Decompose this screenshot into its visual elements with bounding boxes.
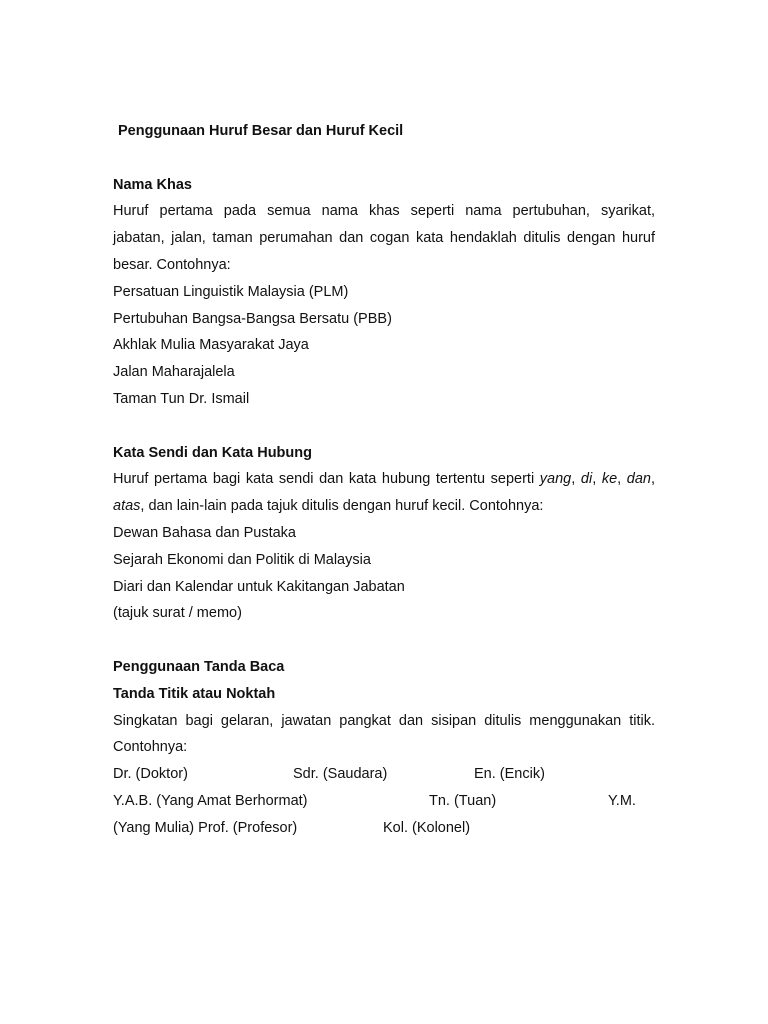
example-item: Taman Tun Dr. Ismail — [113, 390, 250, 407]
abbreviation-row — [113, 761, 655, 788]
example-item: Sejarah Ekonomi dan Politik di Malaysia — [113, 551, 371, 568]
abbreviation-item: Kol. (Kolonel) — [383, 819, 471, 836]
paragraph-line — [113, 493, 655, 520]
paragraph-line: Contohnya: — [113, 739, 188, 756]
example-item: Pertubuhan Bangsa-Bangsa Bersatu (PBB) — [113, 310, 392, 327]
document-content — [113, 118, 655, 842]
italic-word: di — [580, 471, 593, 488]
italic-word: atas — [113, 498, 141, 515]
comma: , — [571, 471, 581, 488]
example-item: Persatuan Linguistik Malaysia (PLM) — [113, 283, 349, 300]
paragraph-line — [113, 466, 655, 493]
example-item: Akhlak Mulia Masyarakat Jaya — [113, 337, 309, 354]
paragraph-line: besar. Contohnya: — [113, 256, 231, 273]
spacer — [113, 145, 655, 172]
paragraph-line: Singkatan bagi gelaran, jawatan pangkat dan sisipan ditulis menggunakan titik. — [113, 712, 655, 729]
italic-word: yang — [539, 471, 572, 488]
abbreviation-row — [113, 788, 655, 815]
abbreviation-row — [113, 815, 655, 842]
spacer — [113, 413, 655, 440]
example-item: Jalan Maharajalela — [113, 364, 235, 381]
subsection-heading-tanda-titik: Tanda Titik atau Noktah — [113, 685, 276, 702]
page-title: Penggunaan Huruf Besar dan Huruf Kecil — [118, 123, 404, 139]
paragraph-line: Huruf pertama pada semua nama khas seperti nama pertubuhan, syarikat, — [113, 203, 655, 220]
abbreviation-item: Y.M. — [608, 792, 636, 809]
comma: , — [651, 471, 656, 488]
spacer — [113, 627, 655, 654]
comma: , — [617, 471, 627, 488]
section-heading-nama-khas: Nama Khas — [113, 176, 192, 193]
abbreviation-item: En. (Encik) — [474, 766, 545, 783]
italic-word: dan — [626, 471, 651, 488]
paragraph-line: jabatan, jalan, taman perumahan dan cogan kata hendaklah ditulis dengan huruf — [113, 230, 655, 247]
abbreviation-item: Sdr. (Saudara) — [293, 766, 388, 783]
italic-word: ke — [601, 471, 618, 488]
section-heading-tanda-baca: Penggunaan Tanda Baca — [113, 658, 285, 675]
abbreviation-item: Dr. (Doktor) — [113, 766, 188, 783]
abbreviation-item: (Yang Mulia) Prof. (Profesor) — [113, 819, 298, 836]
abbreviation-item: Tn. (Tuan) — [429, 792, 497, 809]
example-item: Dewan Bahasa dan Pustaka — [113, 524, 296, 541]
comma: , — [592, 471, 602, 488]
example-item: (tajuk surat / memo) — [113, 605, 242, 622]
paragraph-text: , dan lain-lain pada tajuk ditulis dengan huruf kecil. Contohnya: — [140, 498, 544, 515]
abbreviation-item: Y.A.B. (Yang Amat Berhormat) — [113, 792, 308, 809]
section-heading-kata-sendi: Kata Sendi dan Kata Hubung — [113, 444, 312, 461]
paragraph-text: Huruf pertama bagi kata sendi dan kata hubung tertentu seperti — [113, 471, 540, 488]
example-item: Diari dan Kalendar untuk Kakitangan Jabatan — [113, 578, 405, 595]
